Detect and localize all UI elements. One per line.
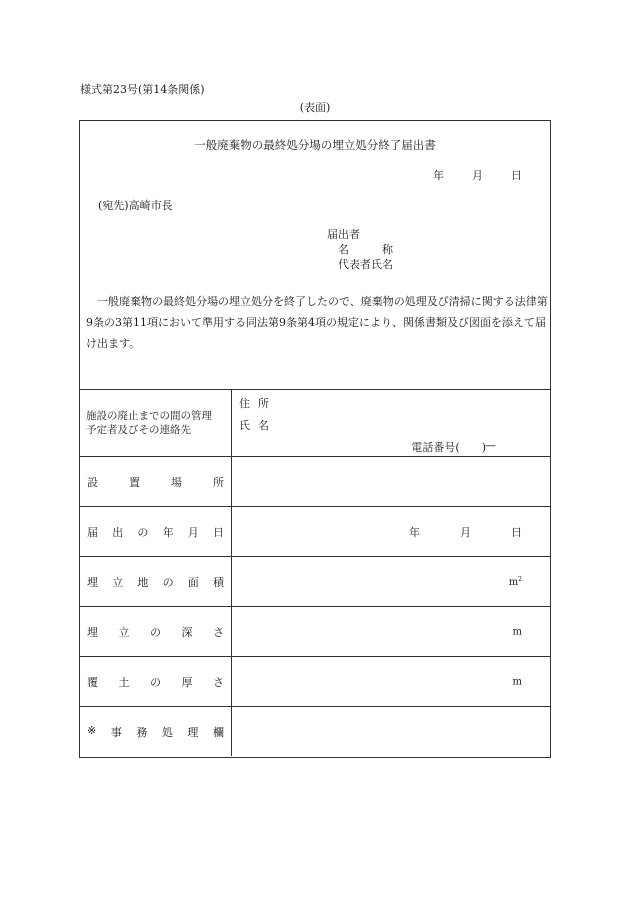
notifier-block (327, 227, 393, 272)
table-row-location (80, 456, 550, 506)
cover-unit: m (512, 676, 522, 687)
manager-name-label: 氏 名 (239, 419, 269, 432)
area-value-cell[interactable] (232, 557, 550, 606)
form-header (80, 121, 550, 389)
date-value: 年 月 日 (409, 525, 522, 539)
manager-address-label: 住 所 (239, 397, 269, 410)
notifier-heading: 届出者 (327, 228, 360, 241)
form-table (80, 389, 550, 756)
office-label: ※ 事 務 処 理 欄 (87, 723, 224, 739)
form-number: 様式第23号(第14条関係) (80, 83, 205, 96)
cover-value-cell[interactable] (232, 657, 550, 706)
area-label-cell (80, 557, 232, 606)
date-label-cell (80, 507, 232, 556)
addressee: (宛先)高崎市長 (98, 199, 173, 212)
submission-date (433, 167, 522, 183)
table-row-depth (80, 606, 550, 656)
table-row-manager (80, 389, 550, 456)
manager-phone-label: 電話番号( ) (411, 441, 486, 454)
form-frame (79, 120, 551, 758)
depth-value-cell[interactable] (232, 607, 550, 656)
location-label-cell (80, 457, 232, 506)
depth-label-cell (80, 607, 232, 656)
side-label: (表面) (299, 101, 331, 114)
notifier-representative-label: 代表者氏名 (338, 258, 393, 271)
cover-label-cell (80, 657, 232, 706)
form-title: 一般廃棄物の最終処分場の埋立処分終了届出書 (194, 138, 436, 152)
office-value-cell[interactable] (232, 707, 550, 756)
notifier-name-label: 名 称 (338, 243, 393, 256)
table-row-date (80, 506, 550, 556)
table-row-cover (80, 656, 550, 706)
location-value-cell[interactable] (232, 457, 550, 506)
depth-label: 埋 立 の 深 さ (87, 625, 224, 639)
manager-label-cell (80, 390, 232, 456)
manager-phone-dash: — (485, 439, 496, 452)
location-label: 設 置 場 所 (87, 475, 224, 489)
manager-value-cell[interactable] (232, 390, 550, 456)
cover-label: 覆 土 の 厚 さ (87, 675, 224, 689)
manager-label-line1: 施設の廃止までの間の管理 (86, 410, 212, 422)
date-month: 月 (472, 169, 483, 182)
table-row-office (80, 706, 550, 756)
manager-label-line2: 予定者及びその連絡先 (86, 424, 191, 436)
area-label: 埋 立 地 の 面 積 (87, 575, 224, 589)
date-value-cell[interactable] (232, 507, 550, 556)
date-label: 届 出 の 年 月 日 (87, 525, 224, 539)
depth-unit: m (512, 626, 522, 637)
date-day: 日 (511, 169, 522, 182)
body-text: 一般廃棄物の最終処分場の埋立処分を終了したので、廃棄物の処理及び清掃に関する法律第9条の3第11項において準用する同法第9条第4項の規定により、関係書類及び図面を添えて届け出ます。 (86, 295, 548, 350)
office-label-cell (80, 707, 232, 756)
area-unit: $m^2$ (508, 575, 522, 588)
table-row-area (80, 556, 550, 606)
date-year: 年 (433, 169, 444, 182)
